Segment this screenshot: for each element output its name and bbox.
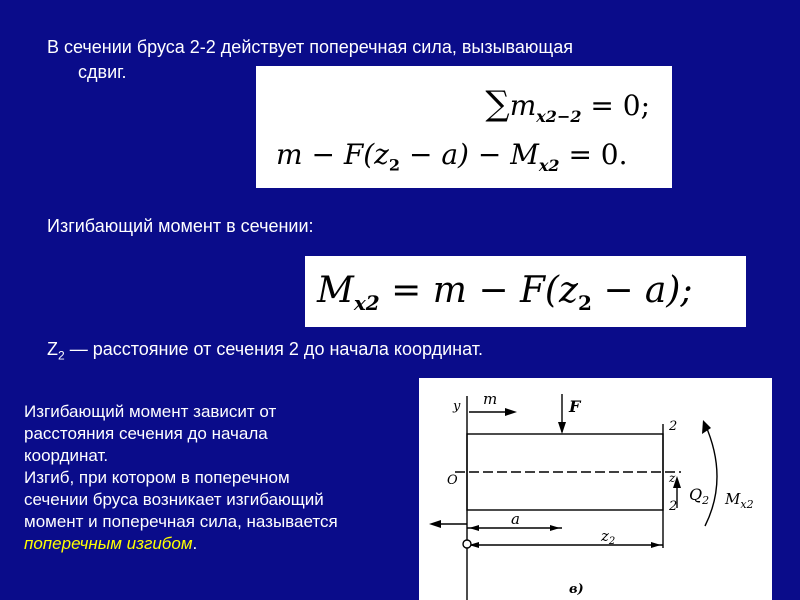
balance-sub: 2 — [388, 155, 401, 175]
moment-curve — [705, 424, 717, 526]
transverse-bending-term: поперечным изгибом — [24, 534, 193, 553]
z2-text: — расстояние от сечения 2 до начала координат. — [64, 339, 483, 359]
note-line-6: момент и поперечная сила, называется — [24, 512, 338, 531]
a-label: a — [511, 510, 520, 528]
sum-variable: m — [509, 89, 537, 122]
balance-equation — [276, 138, 628, 177]
z2-symbol: Z — [47, 339, 58, 359]
moment-heading: Изгибающий момент в сечении: — [47, 216, 314, 236]
sum-symbol: ∑ — [485, 84, 510, 124]
balance-rhs: = 0. — [559, 138, 628, 171]
note-line-5: сечении бруса возникает изгибающий — [24, 490, 324, 509]
section-top-label: 2 — [669, 419, 678, 434]
moment-arrowhead — [505, 408, 517, 416]
balance-lhs: m − F(z — [276, 138, 389, 171]
note-line-3: координат. — [24, 446, 109, 465]
Q-label: $Q_2$ — [689, 485, 710, 507]
y-label: y — [453, 399, 461, 414]
dim-z2-arrow-right — [651, 542, 661, 548]
moment-rhs-sub: 2 — [577, 291, 592, 316]
sum-rhs: = 0; — [590, 89, 650, 122]
reaction-arrowhead — [429, 520, 441, 528]
dim-a-arrow-left — [469, 525, 479, 531]
sum-subscript: x2−2 — [536, 106, 582, 126]
equilibrium-equations — [256, 66, 672, 188]
moment-lhs: M — [317, 270, 354, 311]
moment-lhs-sub: x2 — [353, 291, 380, 316]
moment-rhs-b: − a); — [591, 270, 693, 311]
force-arrowhead — [558, 422, 566, 434]
bending-note — [24, 401, 338, 555]
note-line-4: Изгиб, при котором в поперечном — [24, 468, 290, 487]
sum-equation — [485, 84, 650, 128]
intro-line-1: В сечении бруса 2-2 действует поперечная сила, вызывающая — [47, 37, 573, 57]
moment-rhs-a: = m − F(z — [379, 270, 578, 311]
balance-sub2: x2 — [538, 155, 560, 175]
origin-label: O — [447, 473, 458, 488]
m-label: m — [483, 390, 498, 408]
z2-subscript: 2 — [58, 348, 65, 363]
moment-curve-arrowhead — [702, 420, 711, 434]
note-line-7 — [24, 533, 338, 555]
M-label: $M_{x2}$ — [725, 490, 754, 511]
z-axis-label: z — [669, 471, 676, 485]
z2-definition — [47, 336, 483, 369]
pin-support — [463, 540, 471, 548]
dim-a-arrow-right — [550, 525, 560, 531]
z2-label: $z_2$ — [601, 527, 616, 547]
beam — [467, 434, 663, 510]
section-bottom-label: 2 — [669, 499, 678, 514]
note-line-1: Изгибающий момент зависит от — [24, 402, 277, 421]
balance-mid: − a) − M — [400, 138, 539, 171]
note-end: . — [192, 534, 198, 553]
intro-line-2: сдвиг. — [78, 62, 127, 82]
figure-caption: в) — [569, 582, 584, 597]
note-line-2: расстояния сечения до начала — [24, 424, 268, 443]
beam-diagram — [419, 378, 772, 600]
F-label: F — [569, 397, 581, 416]
moment-formula-text — [317, 270, 693, 318]
moment-formula — [305, 256, 746, 327]
